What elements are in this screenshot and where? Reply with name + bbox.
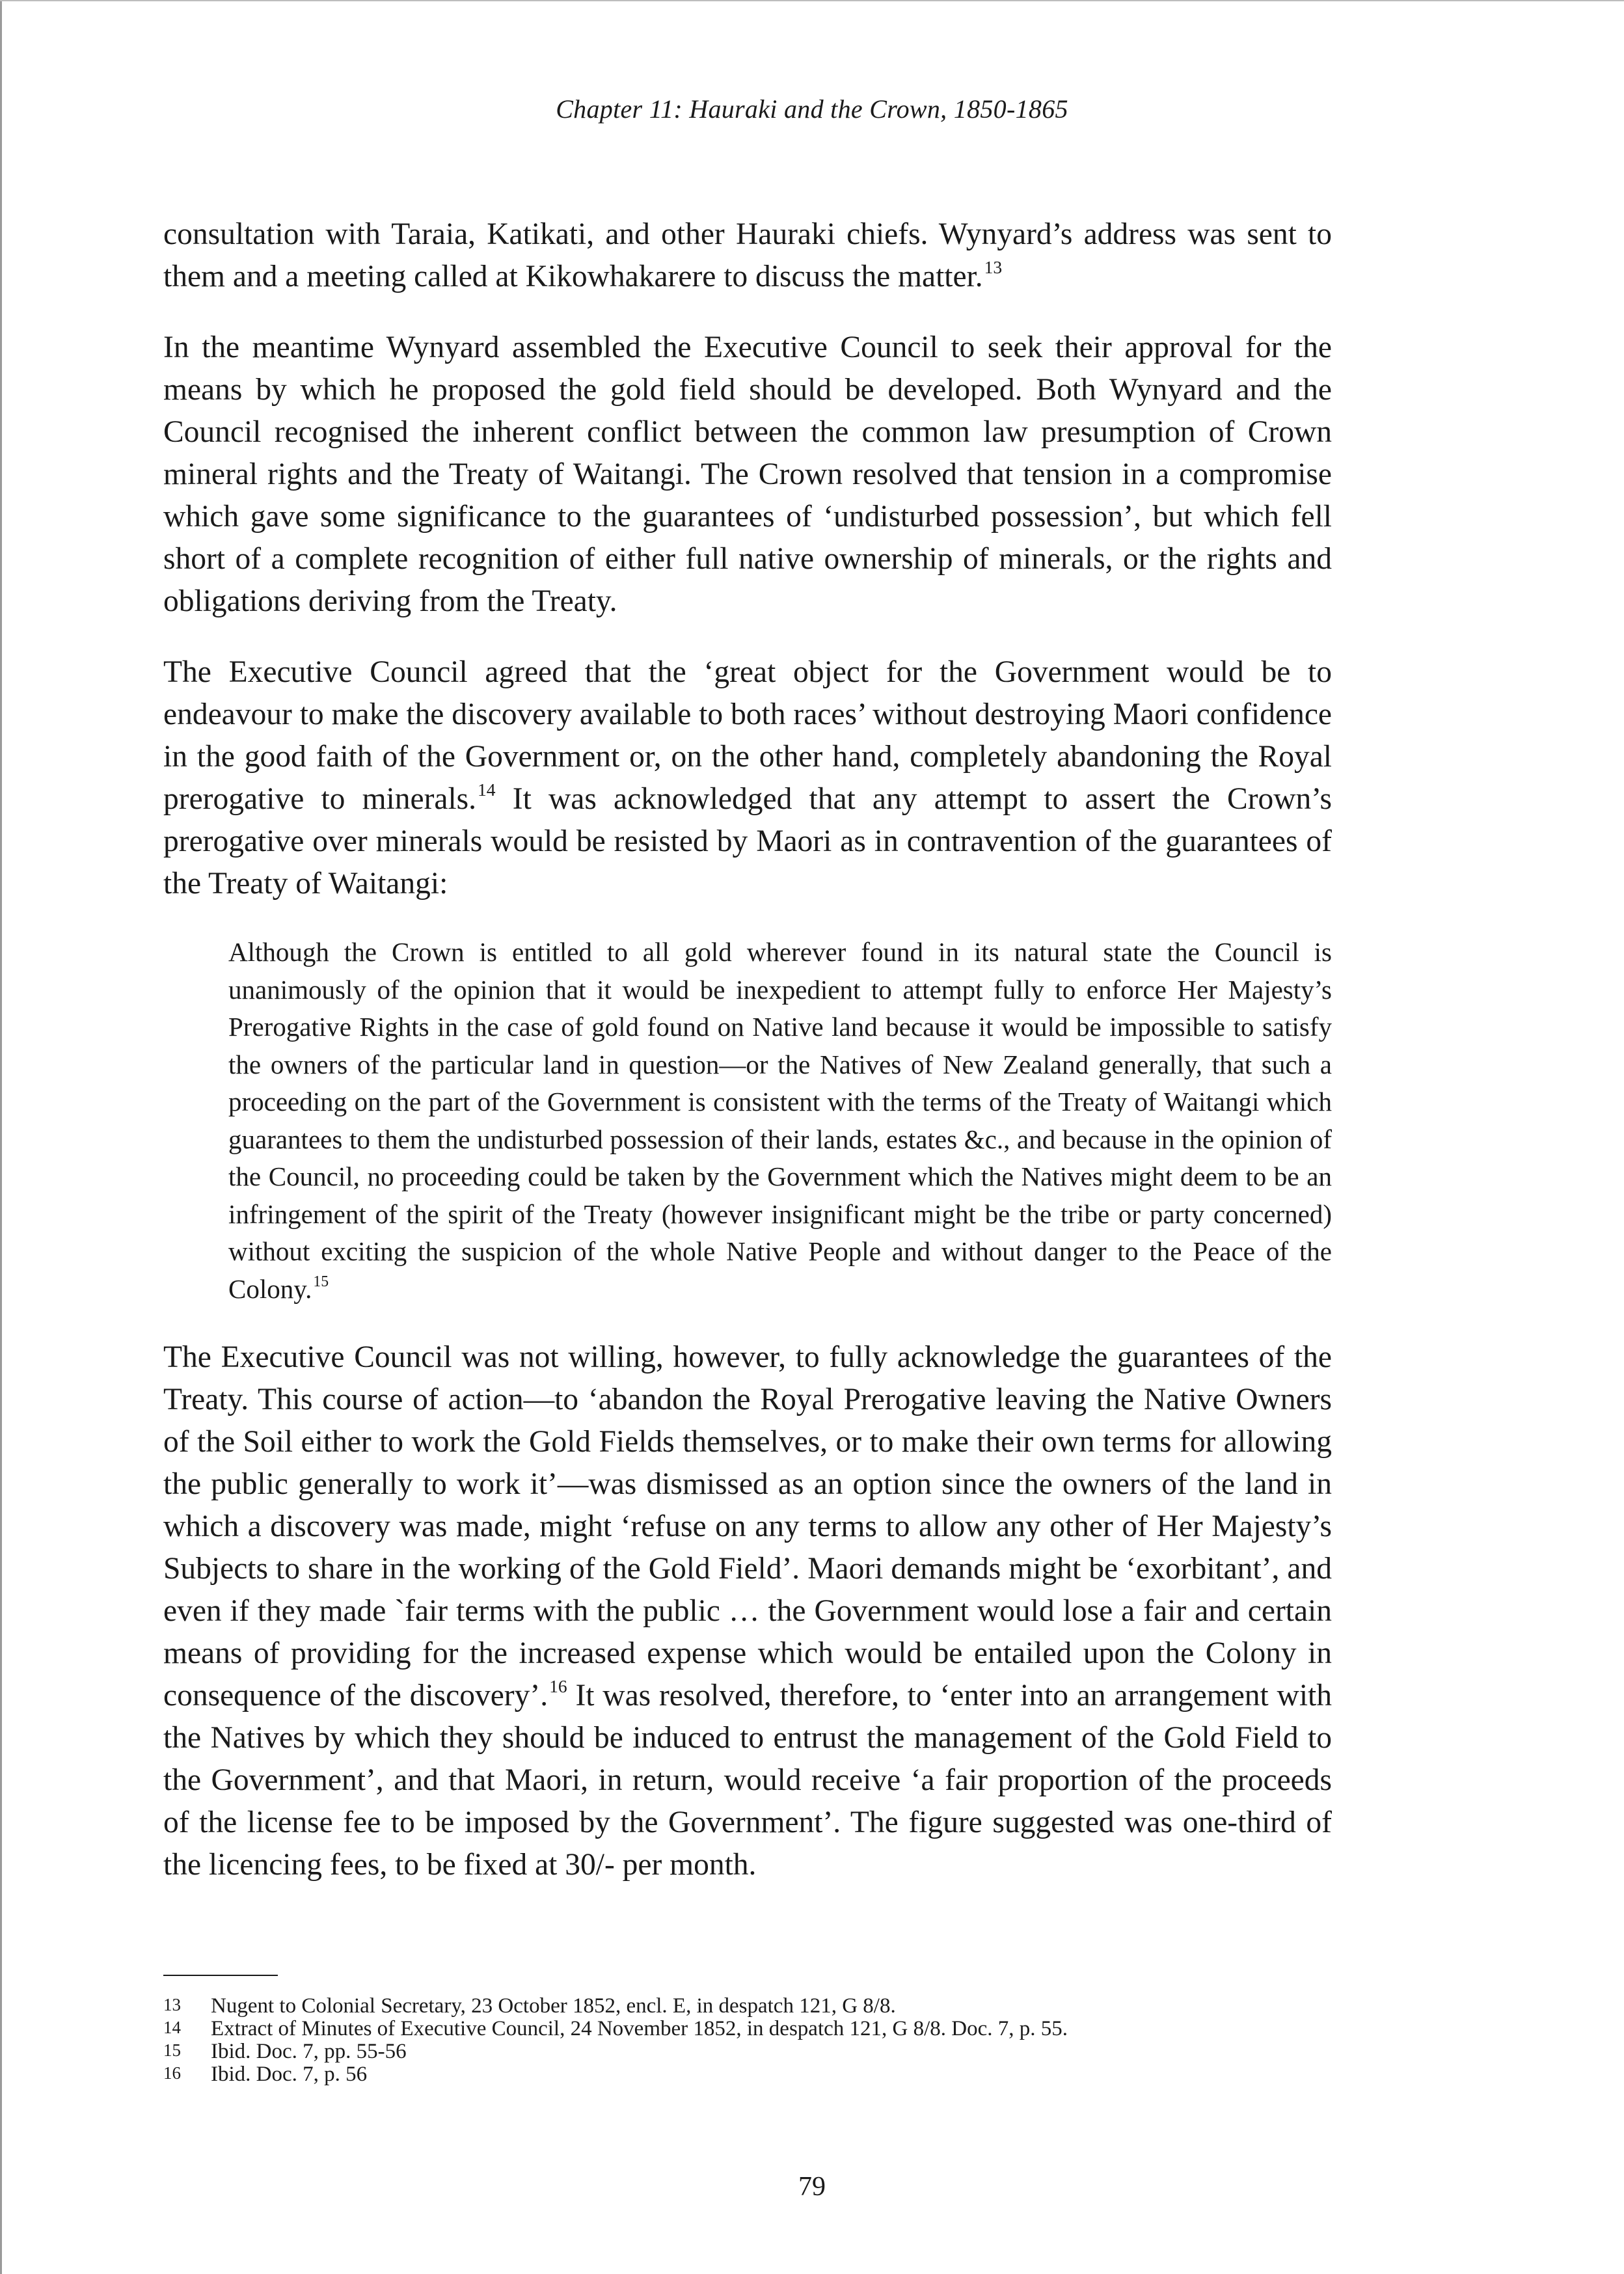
paragraph-2-text: In the meantime Wynyard assembled the Executive Council to seek their approval for the means by which he proposed the gold field should be developed. Both Wynyard and the Council recognised the inherent conflict between the common law presumption of Crown mineral rights and the Treaty of Waitangi. The Crown resolved that tension in a compromise which gave some significance to the guarantees of ‘undisturbed possession’, but which fell short of a complete recognition of either full native ownership of minerals, or the rights and obligations deriving from the Treaty. — [163, 331, 1332, 618]
paragraph-4-text-b: It was resolved, therefore, to ‘enter into an arrangement with the Natives by which they should be induced to entrust the management of the Gold Field to the Government’, and that Maori, in return, would receive ‘a fair proportion of the proceeds of the license fee to be imposed by the Government’. The figure suggested was one-third of the licencing fees, to be fixed at 30/- per month. — [163, 1679, 1333, 1882]
paragraph-1 — [163, 213, 1332, 298]
footnote-text: Extract of Minutes of Executive Council, 24 November 1852, in despatch 121, G 8/8. Doc. 7, p. 55. — [211, 2017, 1068, 2040]
footnote-ref-14[interactable]: 14 — [478, 779, 496, 800]
footnote-15 — [163, 2040, 1332, 2063]
footnotes — [163, 1995, 1332, 2086]
paragraph-1-text: consultation with Taraia, Katikati, and other Hauraki chiefs. Wynyard’s address was sent to them and a meeting called at Kikowhakarere to discuss the matter. — [163, 217, 1332, 293]
footnote-ref-15[interactable]: 15 — [313, 1273, 329, 1291]
page-edge-left — [0, 0, 2, 2274]
footnote-number: 13 — [163, 1995, 181, 2014]
paragraph-3-text-a: The Executive Council agreed that the ‘great object for the Government would be to endeavour to make the discovery available to both races’ without destroying Maori confidence in the good faith of the Government or, on the other hand, completely abandoning the Royal prerogative to minerals. — [163, 655, 1332, 816]
footnote-divider — [163, 1975, 278, 1976]
paragraph-3 — [163, 651, 1332, 905]
paragraph-4 — [163, 1336, 1332, 1886]
paragraph-3-text-b: It was acknowledged that any attempt to assert the Crown’s prerogative over minerals would be resisted by Maori as in contravention of the guarantees of the Treaty of Waitangi: — [163, 782, 1332, 900]
block-quote-text: Although the Crown is entitled to all gold wherever found in its natural state the Council is unanimously of the opinion that it would be inexpedient to attempt fully to enforce Her Majesty’s Prerogative Rights in the case of gold found on Native land because it would be impossible to satisfy the owners of the particular land in question—or the Natives of New Zealand generally, that such a proceeding on the part of the Government is consistent with the terms of the Treaty of Waitangi which guarantees to them the undisturbed possession of their lands, estates &c., and because in the opinion of the Council, no proceeding could be taken by the Government which the Natives might deem to be an infringement of the spirit of the Treaty (however insignificant might be the tribe or party concerned) without exciting the suspicion of the whole Native People and without danger to the Peace of the Colony. — [228, 937, 1332, 1304]
footnote-16 — [163, 2063, 1332, 2086]
footnote-text: Ibid. Doc. 7, p. 56 — [211, 2063, 368, 2086]
footnote-14 — [163, 2018, 1332, 2040]
paragraph-2 — [163, 327, 1332, 623]
page-number: 79 — [798, 2172, 826, 2202]
running-head: Chapter 11: Hauraki and the Crown, 1850-1865 — [556, 94, 1068, 124]
block-quote — [228, 934, 1332, 1308]
footnote-text: Ibid. Doc. 7, pp. 55-56 — [211, 2040, 407, 2063]
footnote-number: 15 — [163, 2040, 181, 2060]
footnote-number: 16 — [163, 2063, 181, 2083]
page-edge-top — [0, 0, 1624, 1]
footnote-ref-16[interactable]: 16 — [549, 1676, 567, 1697]
footnote-number: 14 — [163, 2018, 181, 2037]
paragraph-4-text-a: The Executive Council was not willing, however, to fully acknowledge the guarantees of the Treaty. This course of action—to ‘abandon the Royal Prerogative leaving the Native Owners of the Soil either to work the Gold Fields themselves, or to make their own terms for allowing the public generally to work it’—was dismissed as an option since the owners of the land in which a discovery was made, might ‘refuse on any terms to allow any other of Her Majesty’s Subjects to share in the working of the Gold Field’. Maori demands might be ‘exorbitant’, and even if they made `fair terms with the public … the Government would lose a fair and certain means of providing for the increased expense which would be entailed upon the Colony in consequence of the discovery’. — [163, 1340, 1332, 1712]
body-text — [163, 213, 1332, 1915]
footnote-ref-13[interactable]: 13 — [984, 257, 1003, 278]
footnote-text: Nugent to Colonial Secretary, 23 October 1852, encl. E, in despatch 121, G 8/8. — [211, 1994, 896, 2018]
footnote-13 — [163, 1995, 1332, 2018]
